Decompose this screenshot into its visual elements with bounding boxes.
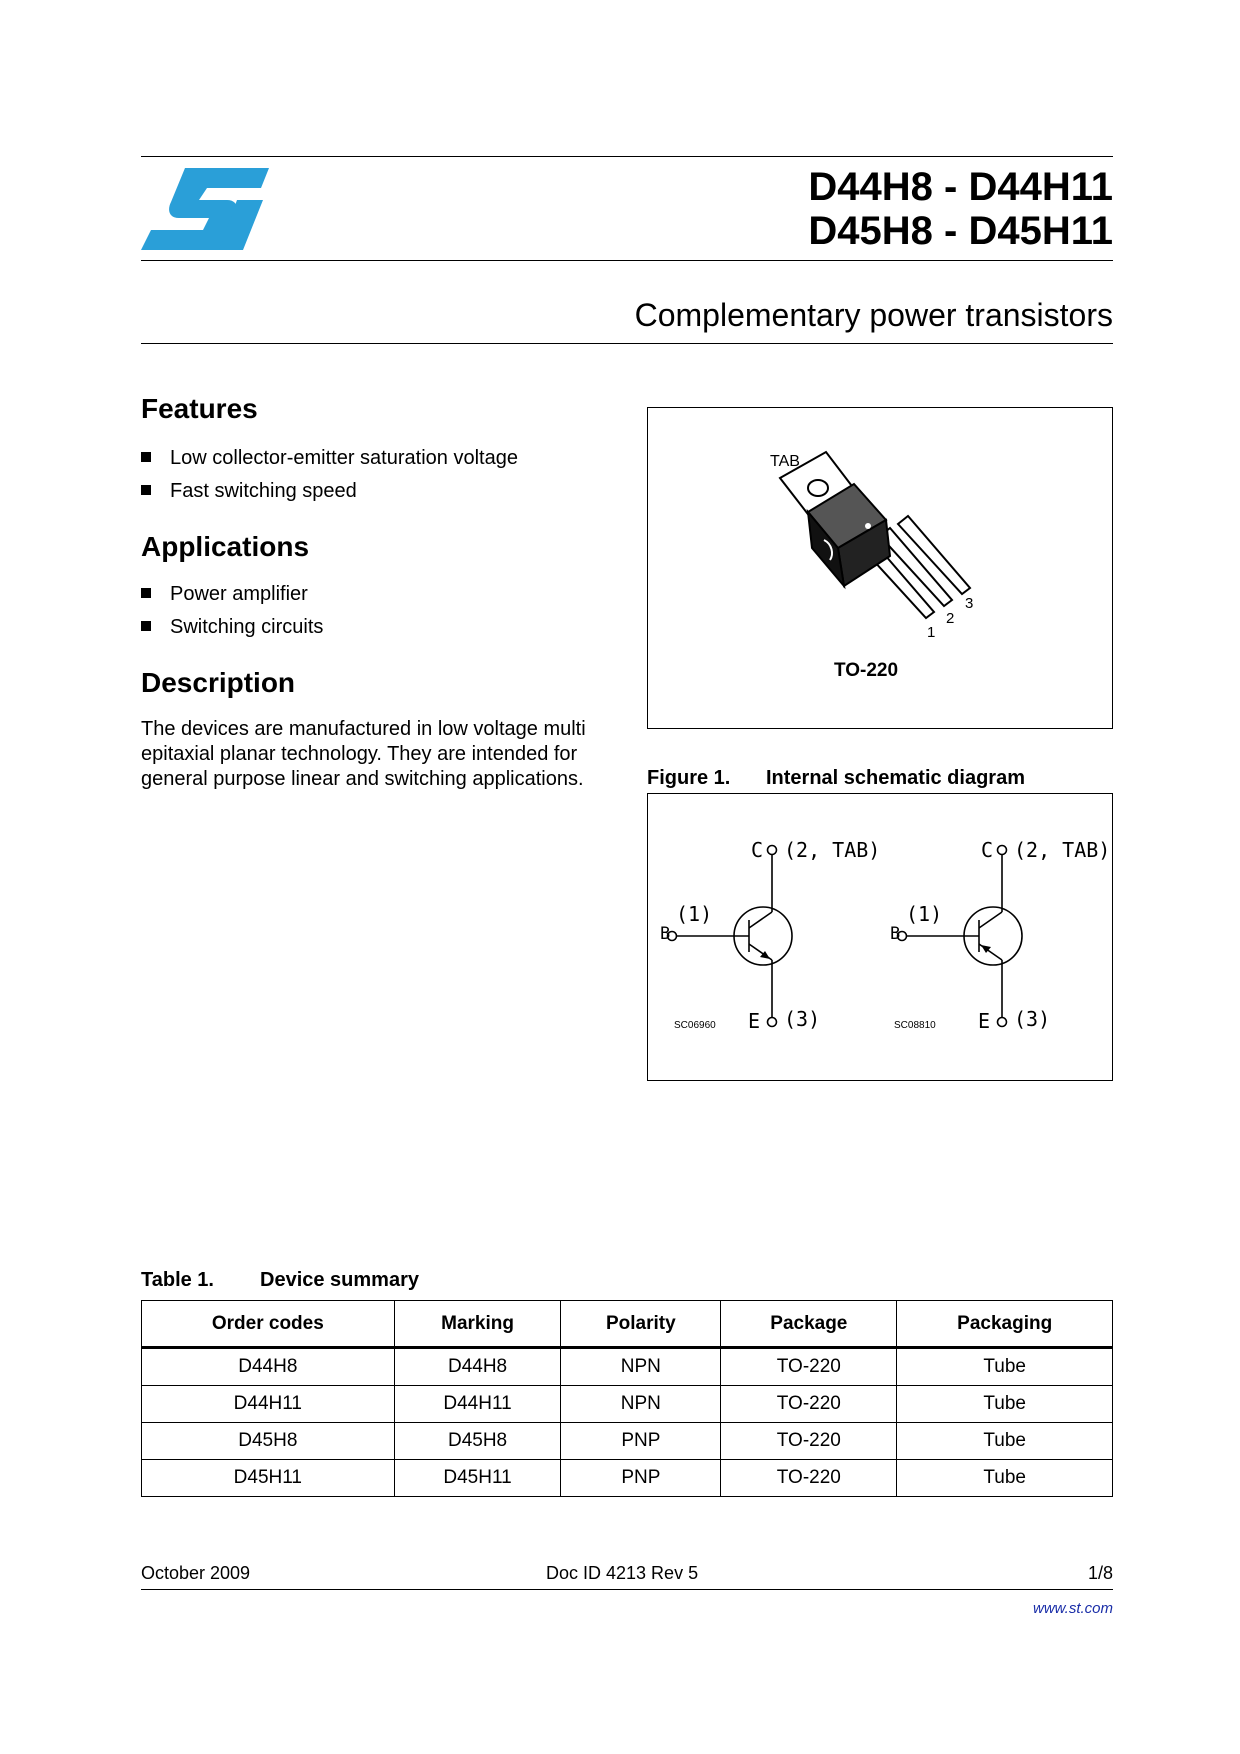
top-rule (141, 156, 1113, 157)
features-heading: Features (141, 393, 258, 424)
applications-heading: Applications (141, 531, 310, 562)
right-collector-label: C (981, 838, 994, 862)
left-collector-pin: (2, TAB) (784, 838, 881, 862)
feature-text: Low collector-emitter saturation voltage (170, 447, 518, 469)
left-drawing-code: SC06960 (674, 1020, 716, 1031)
column-header: Order codes (142, 1301, 395, 1348)
subtitle-rule (141, 343, 1113, 344)
table-cell: D44H8 (142, 1348, 395, 1386)
st-logo-graphic (141, 166, 271, 252)
table-cell: Tube (897, 1460, 1113, 1497)
table-cell: NPN (561, 1386, 721, 1423)
left-emitter-pin: (3) (784, 1007, 821, 1031)
table-cell: TO-220 (721, 1386, 897, 1423)
table-cell: D44H8 (394, 1348, 561, 1386)
description-text: The devices are manufactured in low voltage multi epitaxial planar technology. They are intended for general purpose linear and switching applications. (141, 718, 586, 790)
table-cell: Tube (897, 1386, 1113, 1423)
applications-list (141, 578, 323, 644)
table-cell: D45H11 (394, 1460, 561, 1497)
bullet-icon (141, 485, 151, 495)
list-item (141, 442, 518, 475)
footer-rule (141, 1589, 1113, 1590)
application-text: Power amplifier (170, 583, 308, 605)
column-header: Polarity (561, 1301, 721, 1348)
table-cell: TO-220 (721, 1460, 897, 1497)
schematic-drawing (648, 794, 1112, 1080)
right-base-label: B (890, 924, 901, 944)
bullet-icon (141, 588, 151, 598)
column-header: Package (721, 1301, 897, 1348)
column-header: Marking (394, 1301, 561, 1348)
left-base-label: B (660, 924, 671, 944)
figure1-caption (647, 767, 1025, 790)
figure1-number: Figure 1. (647, 767, 731, 789)
pin-label-1: 1 (927, 624, 936, 641)
right-drawing-code: SC08810 (894, 1020, 936, 1031)
table-cell: TO-220 (721, 1423, 897, 1460)
footer-doc-id: Doc ID 4213 Rev 5 (546, 1563, 699, 1583)
bullet-icon (141, 621, 151, 631)
table-row (142, 1460, 1113, 1497)
table-cell: PNP (561, 1460, 721, 1497)
left-base-pin: (1) (676, 902, 713, 926)
table-row (142, 1423, 1113, 1460)
list-item (141, 578, 323, 611)
figure1-title: Internal schematic diagram (766, 767, 1025, 789)
device-summary-table (141, 1300, 1113, 1497)
left-collector-label: C (751, 838, 764, 862)
table-cell: TO-220 (721, 1348, 897, 1386)
right-emitter-label: E (978, 1009, 991, 1033)
feature-text: Fast switching speed (170, 480, 357, 502)
footer-page-number: 1/8 (1087, 1563, 1113, 1583)
list-item (141, 611, 323, 644)
package-figure (647, 407, 1113, 729)
table-row (142, 1386, 1113, 1423)
footer-date: October 2009 (141, 1563, 251, 1583)
features-list (141, 442, 518, 508)
table1-title: Device summary (260, 1269, 419, 1291)
pin-label-3: 3 (965, 595, 974, 612)
page-subtitle: Complementary power transistors (634, 297, 1113, 333)
table1-caption (141, 1269, 419, 1292)
footer-website-link[interactable]: www.st.com (1032, 1600, 1113, 1617)
table-row (142, 1348, 1113, 1386)
right-collector-pin: (2, TAB) (1014, 838, 1111, 862)
tab-label: TAB (770, 453, 800, 470)
table-cell: PNP (561, 1423, 721, 1460)
pin-label-2: 2 (946, 610, 955, 627)
table-header-row (142, 1301, 1113, 1348)
right-emitter-pin: (3) (1014, 1007, 1051, 1031)
left-emitter-label: E (748, 1009, 761, 1033)
table-cell: NPN (561, 1348, 721, 1386)
table-cell: D44H11 (394, 1386, 561, 1423)
st-logo (141, 166, 271, 252)
package-name: TO-220 (834, 660, 899, 681)
schematic-figure (647, 793, 1113, 1081)
header-rule (141, 260, 1113, 261)
table1-number: Table 1. (141, 1269, 214, 1291)
list-item (141, 475, 518, 508)
title-line-1: D44H8 - D44H11 (808, 165, 1113, 209)
title-line-2: D45H8 - D45H11 (808, 209, 1113, 253)
table-cell: D45H11 (142, 1460, 395, 1497)
table-cell: Tube (897, 1348, 1113, 1386)
column-header: Packaging (897, 1301, 1113, 1348)
table-cell: D44H11 (142, 1386, 395, 1423)
table-cell: Tube (897, 1423, 1113, 1460)
right-base-pin: (1) (906, 902, 943, 926)
description-heading: Description (141, 667, 296, 698)
bullet-icon (141, 452, 151, 462)
application-text: Switching circuits (170, 616, 324, 638)
table-cell: D45H8 (142, 1423, 395, 1460)
table-cell: D45H8 (394, 1423, 561, 1460)
